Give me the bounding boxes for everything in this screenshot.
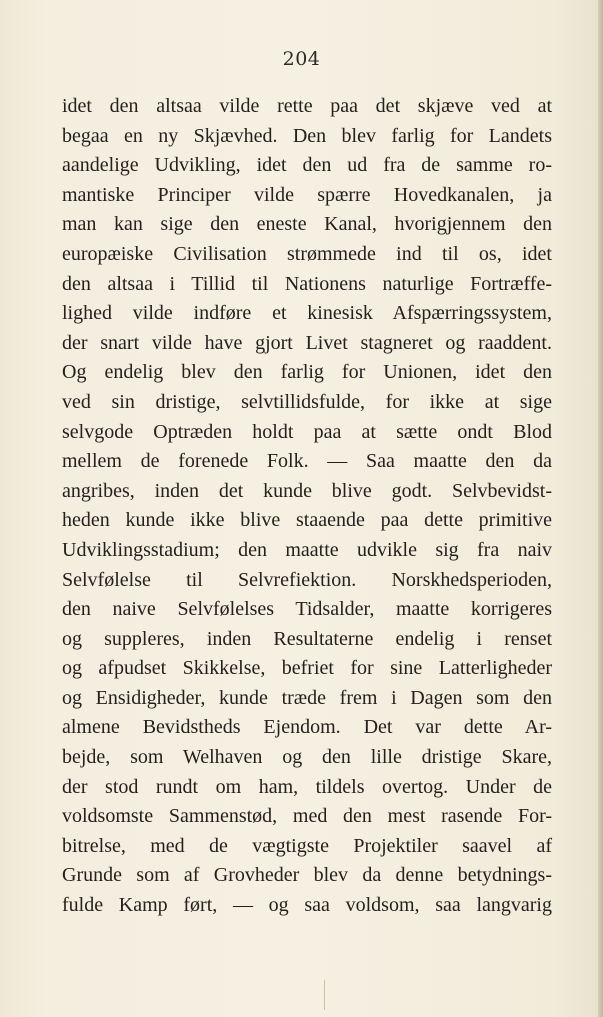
text-line: mantiske Principer vilde spærre Hovedkanalen, ja — [62, 183, 552, 206]
page-number: 204 — [282, 48, 321, 70]
text-line: lighed vilde indføre et kinesisk Afspærringssystem, — [62, 302, 552, 325]
text-line: man kan sige den eneste Kanal, hvorigjennem den — [62, 213, 552, 236]
page-crease — [324, 980, 325, 1010]
text-line: mellem de forenede Folk. — Saa maatte den da — [62, 450, 552, 473]
text-line: idet den altsaa vilde rette paa det skjæve ved at — [62, 95, 552, 117]
text-line: der stod rundt om ham, tildels overtog. Under de — [62, 775, 552, 798]
text-line: selvgode Optræden holdt paa at sætte ondt Blod — [62, 420, 552, 443]
text-line: voldsomste Sammenstød, med den mest rasende For- — [62, 805, 552, 828]
text-line: og suppleres, inden Resultaterne endelig i renset — [62, 627, 552, 650]
text-line: Og endelig blev den farlig for Unionen, idet den — [62, 361, 552, 384]
text-line: begaa en ny Skjævhed. Den blev farlig for Landets — [62, 124, 552, 147]
text-line: aandelige Udvikling, idet den ud fra de samme ro- — [62, 154, 552, 177]
text-line: angribes, inden det kunde blive godt. Selvbevidst- — [62, 479, 552, 502]
text-line: almene Bevidstheds Ejendom. Det var dette Ar- — [62, 716, 552, 739]
text-line: ved sin dristige, selvtillidsfulde, for ikke at sige — [62, 390, 552, 413]
text-line: der snart vilde have gjort Livet stagneret og raaddent. — [62, 331, 552, 354]
text-line: og afpudset Skikkelse, befriet for sine Latterligheder — [62, 657, 552, 680]
text-line: Grunde som af Grovheder blev da denne betydnings- — [62, 864, 552, 887]
text-line: heden kunde ikke blive staaende paa dette primitive — [62, 509, 552, 532]
page-edge — [598, 0, 603, 1017]
text-line: Udviklingsstadium; den maatte udvikle sig fra naiv — [62, 538, 552, 561]
text-line: den altsaa i Tillid til Nationens naturlige Fortræffe- — [62, 272, 552, 295]
text-line: fulde Kamp ført, — og saa voldsom, saa langvarig — [62, 894, 552, 917]
text-line: bejde, som Welhaven og den lille dristige Skare, — [62, 746, 552, 769]
text-line: Selvfølelse til Selvrefiektion. Norskhedsperioden, — [62, 568, 552, 591]
text-line: europæiske Civilisation strømmede ind til os, idet — [62, 242, 552, 265]
text-line: den naive Selvfølelses Tidsalder, maatte korrigeres — [62, 598, 552, 621]
text-line: og Ensidigheder, kunde træde frem i Dagen som den — [62, 686, 552, 709]
body-text — [62, 92, 552, 921]
text-line: bitrelse, med de vægtigste Projektiler saavel af — [62, 834, 552, 857]
